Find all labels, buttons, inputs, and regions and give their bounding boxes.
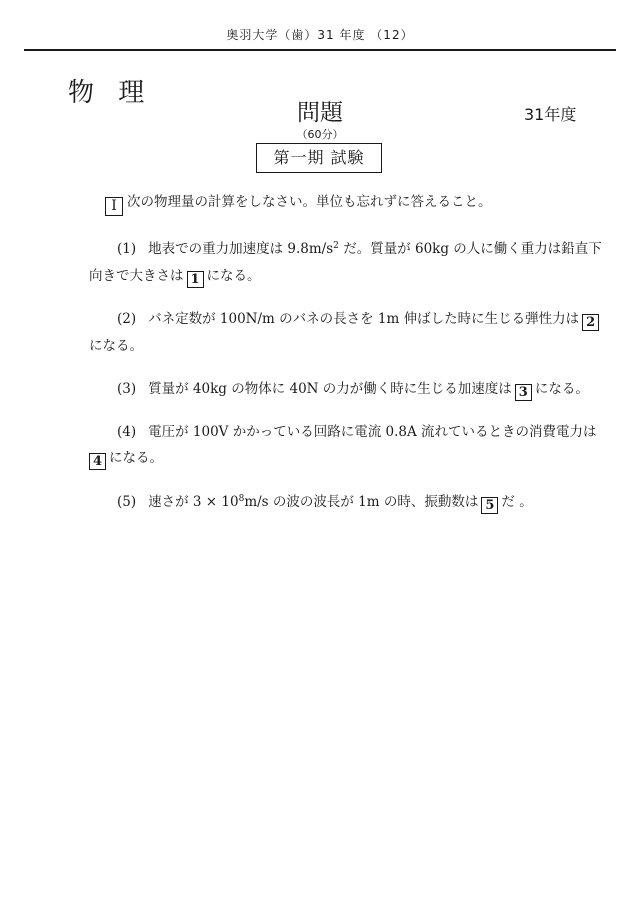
superscript: 8 xyxy=(238,494,245,504)
superscript: 2 xyxy=(333,241,339,251)
question-text: だ 。 xyxy=(501,494,533,510)
question-text: になる。 xyxy=(206,268,261,284)
question-text: 質量が 40kg の物体に 40N の力が働く時に生じる加速度は xyxy=(148,381,512,397)
question-number: (2) xyxy=(117,311,137,327)
answer-box-5: 5 xyxy=(481,497,498,514)
question-number: (1) xyxy=(117,241,137,257)
answer-box-2: 2 xyxy=(582,314,599,331)
header-title: 奥羽大学（歯）31 年度 （12） xyxy=(226,28,414,42)
question-text: m/s の波の波長が 1m の時、振動数は xyxy=(244,494,479,510)
question-text: だ。質量が 60kg の人に働く重力は鉛直下 xyxy=(338,241,602,257)
question-text: 電圧が 100V かかっている回路に電流 0.8A 流れているときの消費電力は xyxy=(148,424,597,440)
question-text: 速さが 3 × 10 xyxy=(148,494,239,510)
problem-title: 問題 xyxy=(297,100,343,126)
exam-duration: （60分） xyxy=(296,128,344,141)
question-text: になる。 xyxy=(534,381,589,397)
question-number: (4) xyxy=(117,424,137,440)
section-number-box: I xyxy=(105,197,123,216)
question-text: バネ定数が 100N/m のバネの長さを 1m 伸ばした時に生じる弾性力は xyxy=(148,311,580,327)
header-rule xyxy=(24,49,616,51)
exam-year: 31年度 xyxy=(524,105,577,124)
question-text: 地表での重力加速度は 9.8m/s xyxy=(148,241,334,257)
question-number: (5) xyxy=(117,494,137,510)
question-1-line-1 xyxy=(117,237,602,257)
question-text: になる。 xyxy=(89,338,143,354)
answer-box-4: 4 xyxy=(89,453,106,470)
question-4-line-2 xyxy=(86,446,163,470)
subject-title: 物 理 xyxy=(68,78,153,108)
section-instruction-text: 次の物理量の計算をしなさい。単位も忘れずに答えること。 xyxy=(127,194,492,210)
question-2-line-1 xyxy=(117,307,602,331)
answer-box-3: 3 xyxy=(515,384,532,401)
question-text: 向きで大きさは xyxy=(89,268,184,284)
question-number: (3) xyxy=(117,381,137,397)
question-text: になる。 xyxy=(109,450,164,466)
question-5-line-1 xyxy=(117,490,533,514)
question-4-line-1 xyxy=(117,420,597,440)
question-1-line-2 xyxy=(89,264,261,288)
question-3-line-1 xyxy=(117,377,589,401)
section-instruction xyxy=(105,190,492,216)
exam-session-box: 第一期 試験 xyxy=(256,143,382,173)
question-2-line-2 xyxy=(89,334,143,354)
answer-box-1: 1 xyxy=(187,271,204,288)
